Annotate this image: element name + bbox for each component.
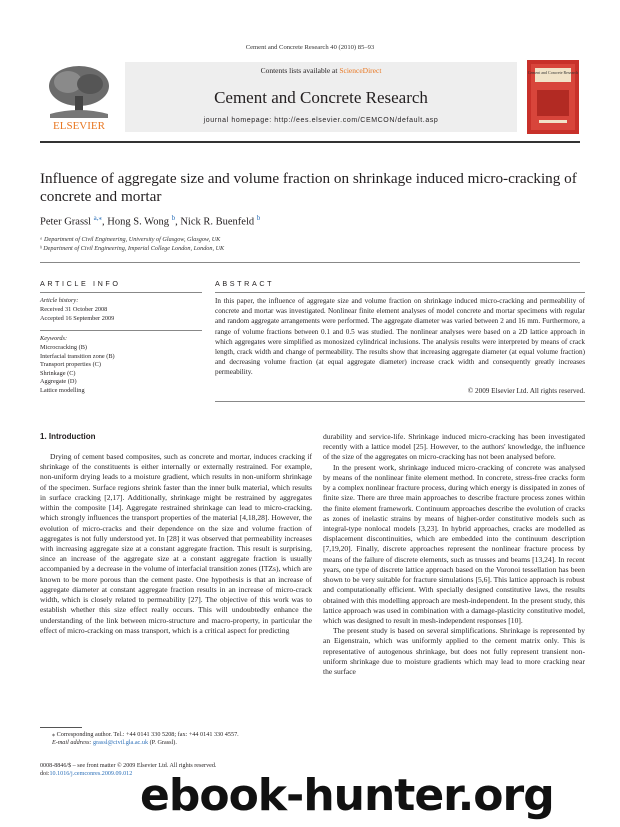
author-name: Peter Grassl — [40, 216, 92, 228]
affiliation-a: ᵃ Department of Civil Engineering, University of Glasgow, Glasgow, UK — [40, 236, 221, 243]
body-paragraph: Drying of cement based composites, such as concrete and mortar, induces cracking if shrinkage of the constituents is either internally or externally restrained. For example, non-uniform drying leads to a moisture gradient, which results in non-uniform shrinkage of the specimen. Surface regions shrink faster than the inner bulk material, which results in surface cracking [2,17]. Additionally, shrinkage might be restrained by aggregates within the composite [14]. Aggregate restrained shrinkage can lead to micro-cracking, which strongly influences the transport properties of the material [4,18,28]. However, the evolution of micro-cracks and their dependence on the size and volume fraction of aggregates is not fully understood yet. In [28] it was observed that permeability increases with increasing aggregate size at a constant aggregate fraction. This result is surprising, since an increase of the aggregate size at a constant aggregate fraction is usually accompanied by a decrease in the volume of interfacial transition zones (ITZs), which are known to be more porous than the cement paste. One hypothesis is that an increase of aggregate diameter at constant aggregate fraction results in an increase of micro-crack width, which is closely related to permeability [27]. The objective of this work was to establish whether this size effect really occurs. This will undoubtedly enhance the understanding of the link between micro-structure and macro-property, in particular the effect of micro-cracking on mass transport, which is a critical aspect for predicting — [40, 452, 312, 635]
cover-image-icon — [527, 60, 579, 134]
journal-title: Cement and Concrete Research — [214, 88, 428, 107]
footnote-rule — [40, 727, 82, 728]
keyword-item: Lattice modelling — [40, 386, 85, 394]
author-affil-marker[interactable]: b — [171, 214, 176, 222]
section-heading: 1. Introduction — [40, 432, 96, 441]
body-column-right — [323, 432, 585, 677]
author-affil-marker[interactable]: a,⁎ — [93, 214, 103, 222]
elsevier-logo — [40, 62, 118, 132]
article-info-rule — [40, 330, 202, 331]
email-link[interactable]: grassl@civil.gla.ac.uk — [93, 739, 149, 746]
email-line — [52, 739, 302, 747]
keyword-item: Shrinkage (C) — [40, 369, 76, 377]
abstract-rule — [215, 401, 585, 402]
keyword-item: Microcracking (B) — [40, 344, 88, 351]
history-item: Accepted 16 September 2009 — [40, 314, 115, 322]
author-name: Hong S. Wong — [107, 216, 169, 228]
elsevier-tree-icon — [40, 62, 118, 132]
keyword-item: Aggregate (D) — [40, 378, 77, 386]
keywords-label: Keywords: — [40, 335, 68, 342]
footnote — [52, 731, 302, 747]
doi-link[interactable]: 10.1016/j.cemconres.2009.09.012 — [49, 771, 133, 777]
sciencedirect-link[interactable]: ScienceDirect — [339, 66, 382, 75]
doi-label: doi: — [40, 771, 50, 777]
body-paragraph: durability and service-life. Shrinkage induced micro-cracking has been investigated recently with a lattice model [25]. However, to the authors' knowledge, the influence of the size of the aggregates on micro-cracking has not been analysed before. — [323, 432, 585, 462]
corresponding-author-note: ⁎ Corresponding author. Tel.: +44 0141 330 5208; fax: +44 0141 330 4557. — [52, 731, 239, 738]
cover-title: Cement and Concrete Research — [527, 70, 579, 75]
keyword-item: Interfacial transition zone (B) — [40, 352, 115, 360]
keywords-list — [40, 344, 115, 396]
author-affil-marker[interactable]: b — [256, 214, 261, 222]
body-paragraph: In the present work, shrinkage induced micro-cracking of concrete was analysed by means of the nonlinear finite element method. In concrete, stress-free cracks form by a complex nonlinear fracture process, during which energy is dissipated in zones of finite size. There are three main approaches to describe fracture process zones within the finite element framework. Continuum approaches describe the evolution of cracks as zones of inelastic strains by means of higher-order constitutive models such as integral-type nonlocal models [3,23]. In hybrid approaches, cracks are modelled as displacement discontinuities, which are embedded into the continuum description [7,19,20]. Finally, discrete approaches represent the nonlinear fracture process by means of the failure of discrete elements, such as trusses and beams [13,24]. In recent years, one type of discrete lattice approach based on the Voronoi tessellation has been shown to be very suitable for fracture simulations [5,6]. This lattice approach is robust and computationally efficient. With specially designed constitutive laws, the results obtained with this modelling approach are mesh-independent. In the present study, this lattice approach was used in combination with a damage-plasticity constitutive model, which was designed to result in mesh-independent responses [10]. — [323, 462, 585, 625]
affiliation-b: ᵇ Department of Civil Engineering, Imperial College London, London, UK — [40, 245, 225, 252]
header-rule — [40, 141, 580, 143]
watermark: ebook-hunter.org — [140, 770, 554, 821]
author-name: Nick R. Buenfeld — [180, 216, 255, 228]
history-list — [40, 306, 114, 323]
email-suffix: (P. Grassl). — [149, 739, 177, 746]
section-rule — [40, 262, 580, 263]
author-list: Peter Grassl $^{a,⁎}$, Hong S. Wong $^b$, Nick R. Buenfeld $^b$ — [40, 214, 261, 228]
running-head: Cement and Concrete Research 40 (2010) 85–93 — [245, 44, 375, 51]
article-info-heading: ARTICLE INFO — [40, 279, 121, 288]
body-paragraph: The present study is based on several simplifications. Shrinkage is represented by an Eigenstrain, which was uniformly applied to the cement matrix only. This is representative of autogenous shrinkage, but does not fully represent transient non-uniform shrinkage due to moisture gradients which may lead to more cracking near the surface — [323, 626, 585, 677]
publisher-name: ELSEVIER — [53, 120, 105, 132]
journal-homepage[interactable]: journal homepage: http://ees.elsevier.com/CEMCON/default.asp — [203, 117, 439, 124]
contents-line — [125, 66, 517, 75]
history-item: Received 31 October 2008 — [40, 306, 108, 313]
abstract-text: In this paper, the influence of aggregate size and volume fraction on shrinkage induced micro-cracking and permeability of concrete and mortar was investigated. Nonlinear finite element analyses of model concrete and mortar specimens with regular and random aggregate arrangements were performed. The aggregate diameter was varied between 2 and 16 mm. Furthermore, a range of volume fractions between 0.1 and 0.5 was studied. The nonlinear analyses were based on a 2D lattice approach in which aggregates were simplified as monosized cylindrical inclusions. The analysis results were interpreted by means of crack length, crack width and change of permeability. The results show that increasing aggregate diameter (at equal volume fraction) and decreasing volume fraction (at equal aggregate diameter) increase crack width and consequently greatly increases permeability. — [215, 297, 585, 377]
article-info-rule — [40, 292, 202, 293]
copyright-notice: © 2009 Elsevier Ltd. All rights reserved. — [467, 387, 585, 395]
abstract-rule — [215, 292, 585, 293]
issn-line: 0008-8846/$ – see front matter © 2009 Elsevier Ltd. All rights reserved. — [40, 763, 217, 769]
email-label: E-mail address: — [52, 739, 92, 746]
body-column-left — [40, 452, 312, 636]
abstract-heading: ABSTRACT — [215, 279, 275, 288]
article-title: Influence of aggregate size and volume fraction on shrinkage induced micro-cracking of concrete and mortar — [40, 170, 577, 205]
journal-cover — [527, 60, 579, 134]
contents-prefix: Contents lists available at — [260, 66, 340, 75]
history-label: Article history: — [40, 297, 79, 304]
keyword-item: Transport properties (C) — [40, 361, 101, 369]
